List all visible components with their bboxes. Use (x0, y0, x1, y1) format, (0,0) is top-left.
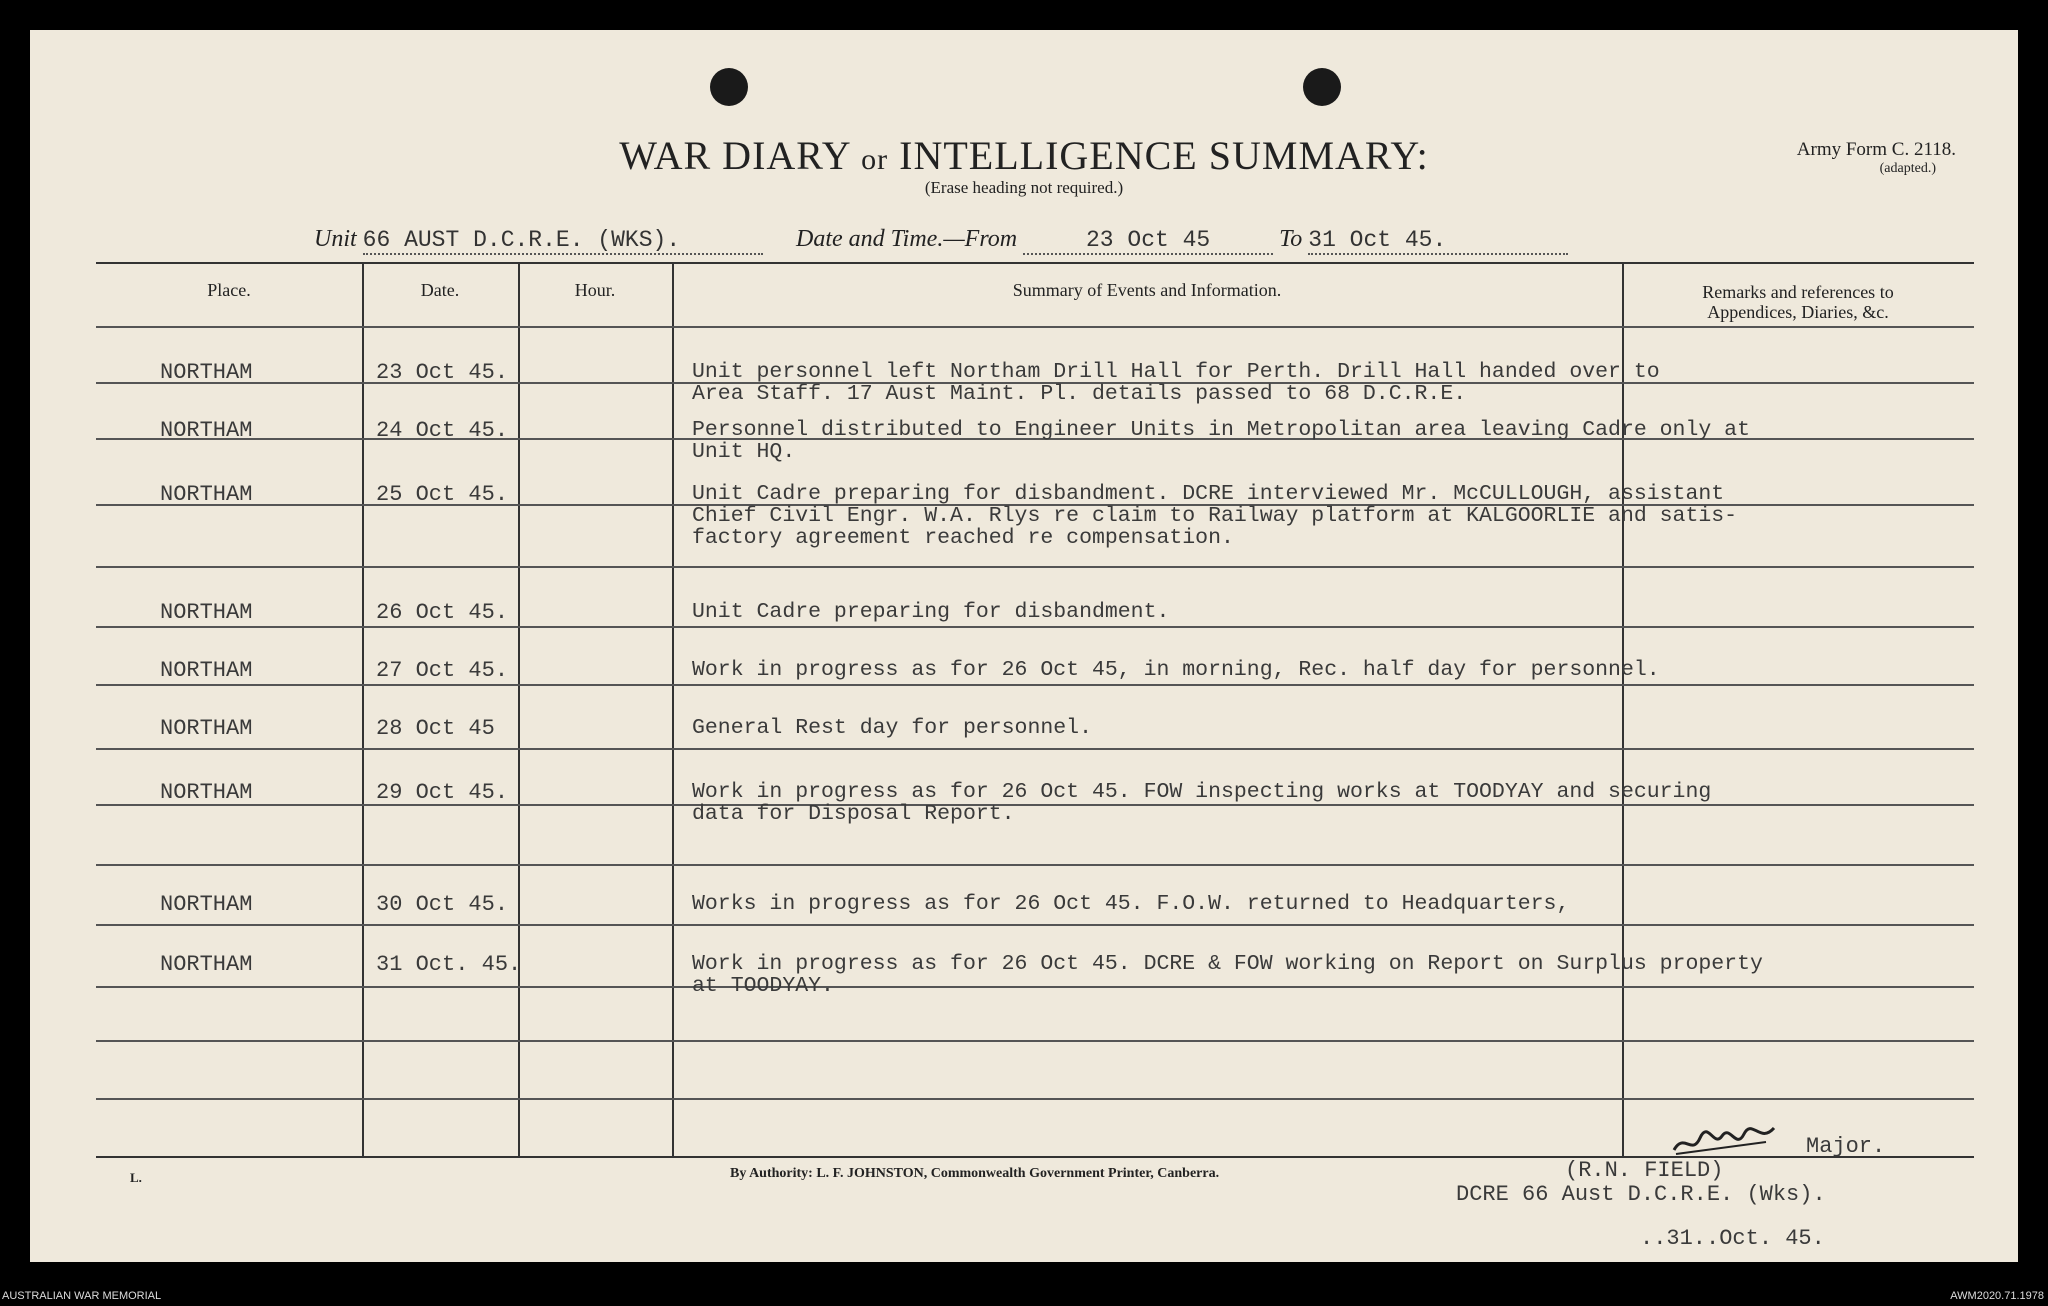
entry-summary-line: Works in progress as for 26 Oct 45. F.O.W. returned to Headquarters, (692, 892, 1570, 916)
from-date: 23 Oct 45 (1085, 227, 1211, 253)
entry-date: 25 Oct 45. (376, 482, 509, 507)
column-divider (362, 264, 364, 1156)
entry-summary-line: Unit Cadre preparing for disbandment. DCRE interviewed Mr. McCULLOUGH, assistant (692, 482, 1725, 506)
entry-summary-line: Unit personnel left Northam Drill Hall for Perth. Drill Hall handed over to (692, 360, 1660, 384)
form-title: WAR DIARY or INTELLIGENCE SUMMARY: (619, 133, 1429, 178)
form-identifier: Army Form C. 2118. (adapted.) (1796, 139, 1956, 176)
entry-date: 29 Oct 45. (376, 780, 509, 805)
entry-summary-line: Chief Civil Engr. W.A. Rlys re claim to Railway platform at KALGOORLIE and satis- (692, 504, 1738, 528)
signatory-rank: Major. (1806, 1134, 1886, 1159)
ruled-line (96, 748, 1974, 750)
punch-hole (710, 68, 748, 106)
to-date: 31 Oct 45. (1308, 227, 1447, 253)
form-subtitle: (Erase heading not required.) (924, 178, 1124, 197)
header-hour: Hour. (574, 280, 616, 300)
header-remarks: Remarks and references to Appendices, Diaries, &c. (1702, 282, 1894, 322)
entry-date: 24 Oct 45. (376, 418, 509, 443)
header-date: Date. (420, 280, 460, 300)
ruled-line (96, 566, 1974, 568)
entry-place: NORTHAM (160, 952, 253, 977)
ruled-line (96, 1040, 1974, 1042)
diary-page (30, 30, 2018, 1262)
entry-summary-line: data for Disposal Report. (692, 802, 1015, 826)
ruled-line (96, 326, 1974, 328)
header-summary: Summary of Events and Information. (1012, 280, 1282, 300)
entry-date: 27 Oct 45. (376, 658, 509, 683)
table-top-rule (96, 262, 1974, 264)
entry-summary-line: Work in progress as for 26 Oct 45. FOW inspecting works at TOODYAY and securing (692, 780, 1712, 804)
entry-date: 30 Oct 45. (376, 892, 509, 917)
column-divider (672, 264, 674, 1156)
entry-place: NORTHAM (160, 482, 253, 507)
ruled-line (96, 626, 1974, 628)
unit-field: Unit 66 AUST D.C.R.E. (WKS). (314, 226, 763, 255)
entry-summary-line: factory agreement reached re compensation. (692, 526, 1234, 550)
entry-summary-line: General Rest day for personnel. (692, 716, 1092, 740)
entry-date: 23 Oct 45. (376, 360, 509, 385)
entry-summary-line: Area Staff. 17 Aust Maint. Pl. details passed to 68 D.C.R.E. (692, 382, 1467, 406)
entry-place: NORTHAM (160, 418, 253, 443)
column-divider (1622, 264, 1624, 1156)
entry-place: NORTHAM (160, 600, 253, 625)
ruled-line (96, 864, 1974, 866)
signatory-unit: DCRE 66 Aust D.C.R.E. (Wks). (1456, 1182, 1826, 1207)
entry-place: NORTHAM (160, 716, 253, 741)
printer-authority: By Authority: L. F. JOHNSTON, Commonwealth Government Printer, Canberra. (730, 1166, 1220, 1181)
entry-summary-line: at TOODYAY. (692, 974, 834, 998)
entry-summary-line: Unit HQ. (692, 440, 796, 464)
entry-summary-line: Personnel distributed to Engineer Units in Metropolitan area leaving Cadre only at (692, 418, 1750, 442)
ruled-line (96, 986, 1974, 988)
signature (1670, 1120, 1780, 1160)
entry-place: NORTHAM (160, 892, 253, 917)
ruled-line (96, 684, 1974, 686)
entry-summary-line: Work in progress as for 26 Oct 45, in morning, Rec. half day for personnel. (692, 658, 1660, 682)
entry-date: 28 Oct 45 (376, 716, 495, 741)
ruled-line (96, 1098, 1974, 1100)
archive-label: AUSTRALIAN WAR MEMORIAL (2, 1290, 162, 1302)
entry-summary-line: Work in progress as for 26 Oct 45. DCRE & FOW working on Report on Surplus property (692, 952, 1763, 976)
unit-value: 66 AUST D.C.R.E. (WKS). (362, 227, 681, 253)
entry-date: 26 Oct 45. (376, 600, 509, 625)
ruled-line (96, 924, 1974, 926)
entry-place: NORTHAM (160, 780, 253, 805)
entry-place: NORTHAM (160, 658, 253, 683)
entry-summary-line: Unit Cadre preparing for disbandment. (692, 600, 1170, 624)
accession-number: AWM2020.71.1978 (1950, 1290, 2044, 1302)
entry-date: 31 Oct. 45. (376, 952, 522, 977)
signature-date: ..31..Oct. 45. (1640, 1226, 1825, 1251)
date-range-field: Date and Time.—From 23 Oct 45 To 31 Oct 45. (796, 226, 1568, 255)
entry-place: NORTHAM (160, 360, 253, 385)
form-code: L. (130, 1170, 142, 1185)
column-divider (518, 264, 520, 1156)
punch-hole (1303, 68, 1341, 106)
header-place: Place. (207, 280, 251, 300)
signatory-name: (R.N. FIELD) (1565, 1158, 1724, 1183)
